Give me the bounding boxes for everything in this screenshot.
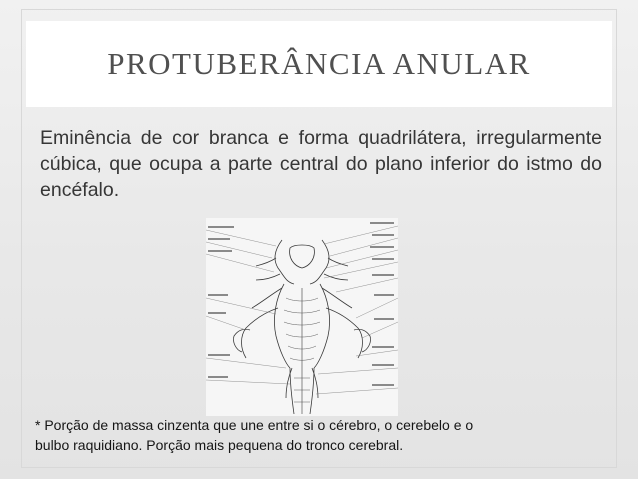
footnote [35, 415, 615, 455]
footnote-line-1: * Porção de massa cinzenta que une entre si o cérebro, o cerebelo e o [35, 417, 474, 433]
title-box [26, 21, 612, 107]
slide-title: PROTUBERÂNCIA ANULAR [107, 46, 531, 81]
anatomy-drawing [206, 218, 398, 416]
footnote-line-2: bulbo raquidiano. Porção mais pequena do tronco cerebral. [35, 437, 404, 453]
brainstem-anatomy-illustration [206, 218, 398, 416]
body-text: Eminência de cor branca e forma quadrilátera, irregularmente cúbica, que ocupa a parte central do plano inferior do istmo do encéfalo. [40, 127, 602, 201]
